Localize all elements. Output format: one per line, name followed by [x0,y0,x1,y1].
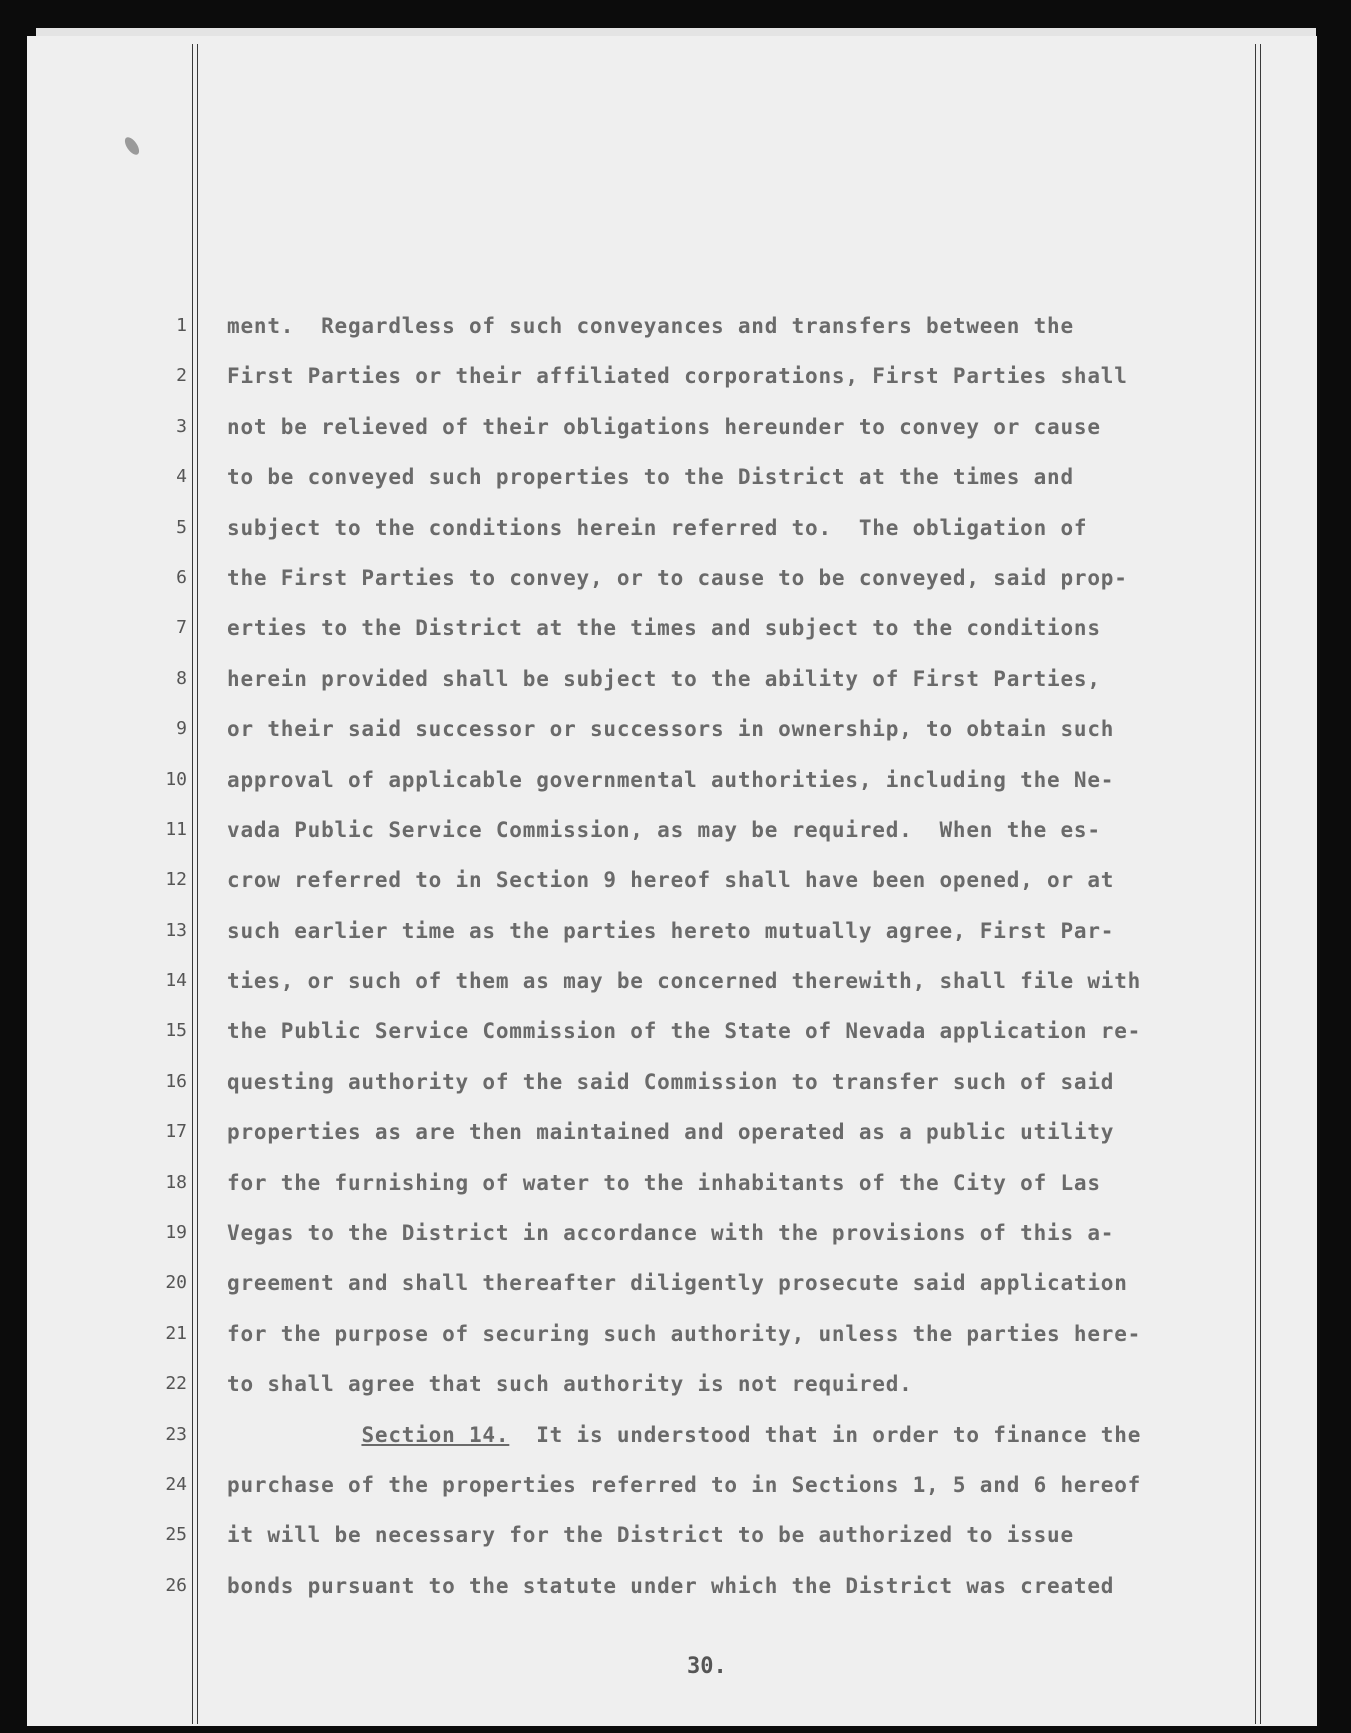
text-line: purchase of the properties referred to in Sections 1, 5 and 6 hereof [227,1472,1142,1497]
document-page [27,36,1317,1726]
text-line: the Public Service Commission of the State of Nevada application re- [227,1019,1142,1044]
line-number: 12 [165,869,187,891]
line-number: 11 [165,818,187,840]
line-number: 7 [176,617,187,639]
text-line: First Parties or their affiliated corporations, First Parties shall [227,364,1128,389]
section-heading: Section 14. [361,1422,510,1447]
text-line: approval of applicable governmental authorities, including the Ne- [227,767,1115,792]
line-number: 19 [165,1222,187,1244]
line-number: 9 [176,718,187,740]
line-number: 25 [165,1524,187,1546]
text-line: crow referred to in Section 9 hereof shall have been opened, or at [227,868,1115,893]
line-number: 23 [165,1423,187,1445]
left-margin-rule [192,44,193,1724]
line-number: 17 [165,1121,187,1143]
line-number: 1 [176,315,187,336]
text-line: it will be necessary for the District to be authorized to issue [227,1523,1074,1548]
line-number: 24 [165,1473,187,1495]
text-line: for the furnishing of water to the inhabitants of the City of Las [227,1170,1101,1195]
line-numbers [147,301,187,1611]
text-line: such earlier time as the parties hereto mutually agree, First Par- [227,918,1115,943]
line-number: 2 [176,365,187,387]
text-line: vada Public Service Commission, as may be required. When the es- [227,817,1101,842]
page-number: 30. [687,1654,727,1679]
text-line: to shall agree that such authority is not required. [227,1372,913,1397]
line-number: 22 [165,1373,187,1395]
section-line [227,1410,1277,1460]
text-line: Vegas to the District in accordance with the provisions of this a- [227,1221,1115,1246]
text-line: ment. Regardless of such conveyances and transfers between the [227,314,1074,338]
line-number: 16 [165,1070,187,1092]
line-number: 15 [165,1020,187,1042]
text-line: greement and shall thereafter diligently prosecute said application [227,1271,1128,1296]
paper-mark [122,135,142,157]
text-line: not be relieved of their obligations hereunder to convey or cause [227,414,1101,439]
line-number: 21 [165,1322,187,1344]
text-line: bonds pursuant to the statute under which the District was created [227,1573,1115,1598]
line-number: 13 [165,919,187,941]
document-body [227,301,1277,1611]
text-line: questing authority of the said Commission to transfer such of said [227,1069,1115,1094]
line-number: 5 [176,516,187,538]
text-line: to be conveyed such properties to the District at the times and [227,465,1074,490]
line-number: 3 [176,415,187,437]
line-number: 10 [165,768,187,790]
line-number: 26 [165,1574,187,1596]
text-line: ties, or such of them as may be concerned therewith, shall file with [227,969,1142,994]
text-line: subject to the conditions herein referred to. The obligation of [227,515,1088,540]
line-number: 20 [165,1272,187,1294]
text-line: or their said successor or successors in ownership, to obtain such [227,717,1115,742]
line-number: 4 [176,466,187,488]
text-line: for the purpose of securing such authority, unless the parties here- [227,1321,1142,1346]
line-number: 6 [176,566,187,588]
text-line: herein provided shall be subject to the ability of First Parties, [227,666,1101,691]
left-margin-rule [197,44,198,1724]
section-text: It is understood that in order to finance the [509,1422,1142,1447]
text-line: properties as are then maintained and operated as a public utility [227,1120,1115,1145]
text-line: erties to the District at the times and subject to the conditions [227,616,1101,641]
text-line: the First Parties to convey, or to cause to be conveyed, said prop- [227,565,1128,590]
line-number: 14 [165,970,187,992]
line-number: 8 [176,667,187,689]
line-number: 18 [165,1171,187,1193]
